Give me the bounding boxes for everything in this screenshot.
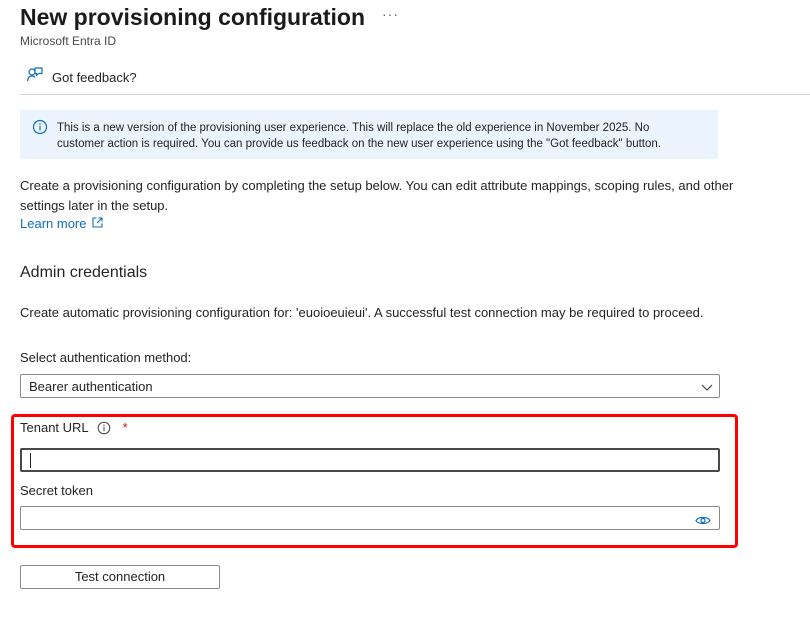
required-marker: * xyxy=(122,420,128,435)
test-connection-button[interactable]: Test connection xyxy=(20,565,220,589)
got-feedback-button[interactable] xyxy=(26,66,137,89)
auth-method-value: Bearer authentication xyxy=(29,379,153,394)
text-caret xyxy=(30,453,31,468)
learn-more-label: Learn more xyxy=(20,216,87,231)
admin-credentials-heading: Admin credentials xyxy=(20,264,148,281)
auth-method-dropdown[interactable] xyxy=(20,374,720,398)
info-icon xyxy=(32,119,48,140)
eye-icon[interactable] xyxy=(695,513,711,531)
auth-method-label: Select authentication method: xyxy=(20,350,192,365)
secret-token-label: Secret token xyxy=(20,483,93,498)
info-banner-message: This is a new version of the provisioning user experience. This will replace the old experience in November 2025. No customer action is required. You can provide us feedback on the new user experience using the "Got feedback" button. xyxy=(57,122,661,150)
command-bar xyxy=(20,64,810,95)
intro-text: Create a provisioning configuration by completing the setup below. You can edit attribute mappings, scoping rules, and other settings later in the setup. xyxy=(20,178,734,213)
page-title: New provisioning configuration xyxy=(20,4,365,30)
more-options-button[interactable]: ··· xyxy=(382,6,399,22)
tenant-url-input[interactable] xyxy=(20,448,720,472)
secret-token-input[interactable] xyxy=(20,506,720,530)
tenant-url-label: Tenant URL xyxy=(20,420,89,435)
admin-credentials-description: Create automatic provisioning configuration for: 'euoioeuieui'. A successful test connection may be required to proceed. xyxy=(20,305,704,320)
info-icon[interactable] xyxy=(97,421,111,435)
external-link-icon xyxy=(86,216,103,231)
info-banner xyxy=(20,110,718,159)
learn-more-link[interactable] xyxy=(20,216,103,231)
got-feedback-label: Got feedback? xyxy=(52,70,137,85)
tenant-url-label-row xyxy=(20,420,128,435)
page-subtitle: Microsoft Entra ID xyxy=(20,34,117,48)
chevron-down-icon xyxy=(701,380,713,398)
feedback-icon xyxy=(26,66,44,89)
